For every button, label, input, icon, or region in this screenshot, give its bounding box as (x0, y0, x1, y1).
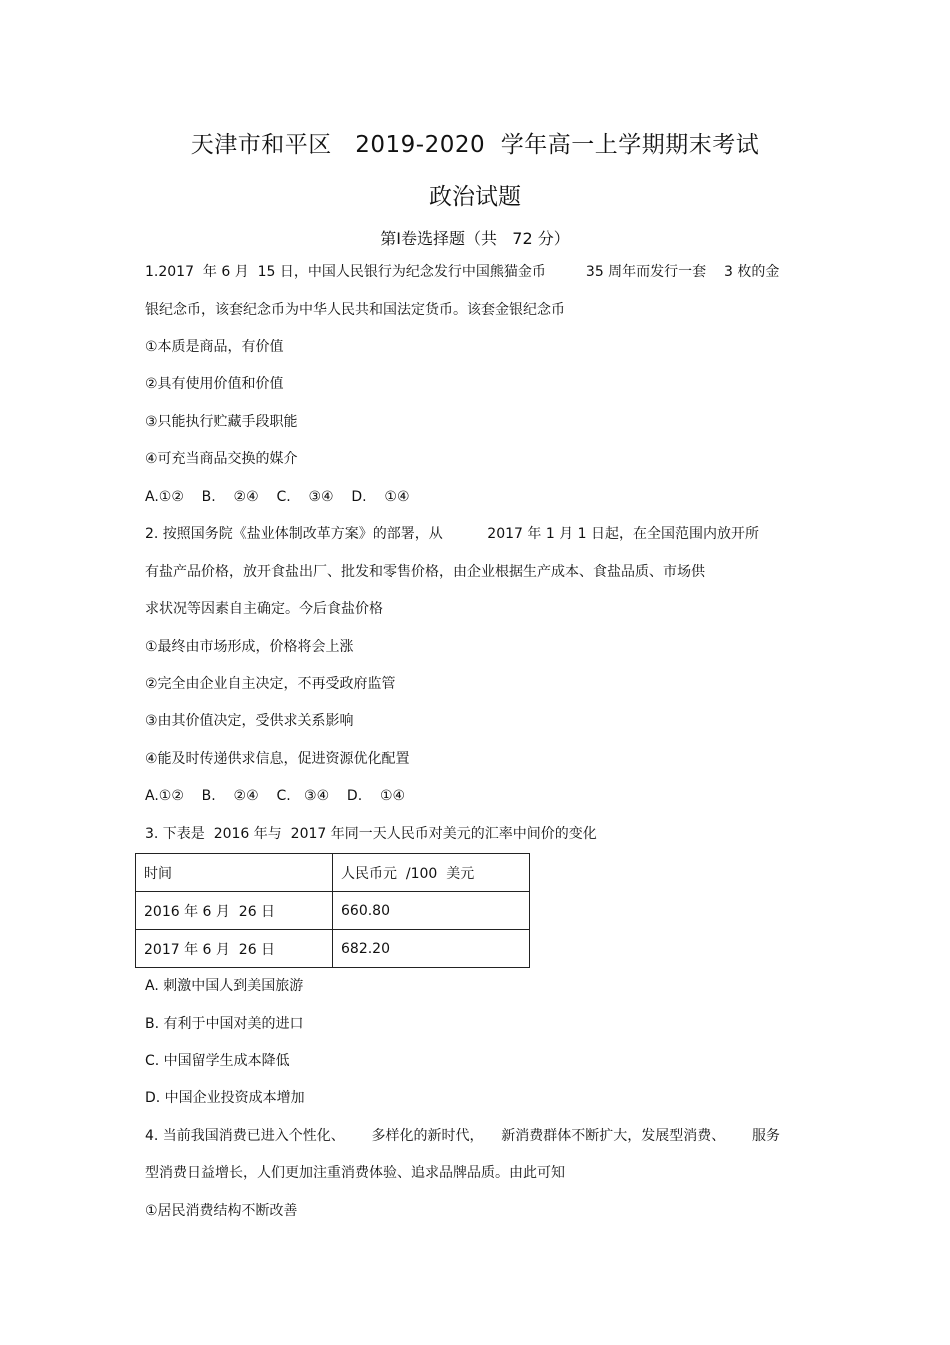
q2-stem-line1: 2. 按照国务院《盐业体制改革方案》的部署，从 2017 年 1 月 1 日起，在全国范围内放开所 (145, 526, 760, 542)
table-row (136, 892, 530, 930)
q1-option-2: ②具有使用价值和价值 (145, 376, 284, 392)
q3-option-d: D. 中国企业投资成本增加 (145, 1090, 305, 1106)
table-header-cell: 人民币元 /100 美元 (333, 854, 530, 892)
q1-option-4: ④可充当商品交换的媒介 (145, 451, 298, 467)
table-cell: 682.20 (333, 930, 530, 968)
q2-option-3: ③由其价值决定，受供求关系影响 (145, 713, 354, 729)
q1-stem-line1: 1.2017 年 6 月 15 日，中国人民银行为纪念发行中国熊猫金币 35 周年而发行一套 3 枚的金 (145, 264, 780, 280)
q2-stem-line3: 求状况等因素自主确定。今后食盐价格 (145, 601, 383, 617)
section-heading: 第Ⅰ卷选择题（共 72 分） (380, 229, 570, 248)
q3-option-c: C. 中国留学生成本降低 (145, 1053, 290, 1069)
q1-choices: A.①② B. ②④ C. ③④ D. ①④ (145, 489, 410, 505)
q4-stem-line2: 型消费日益增长，人们更加注重消费体验、追求品牌品质。由此可知 (145, 1165, 565, 1181)
q3-option-a: A. 刺激中国人到美国旅游 (145, 978, 304, 994)
exchange-rate-table (135, 853, 530, 968)
table-cell: 2016 年 6 月 26 日 (136, 892, 333, 930)
table-cell: 2017 年 6 月 26 日 (136, 930, 333, 968)
q2-stem-line2: 有盐产品价格，放开食盐出厂、批发和零售价格，由企业根据生产成本、食盐品质、市场供 (145, 564, 705, 580)
table-header-row (136, 854, 530, 892)
q4-stem-line1: 4. 当前我国消费已进入个性化、 多样化的新时代， 新消费群体不断扩大，发展型消费、 服务 (145, 1128, 781, 1144)
q2-option-4: ④能及时传递供求信息，促进资源优化配置 (145, 751, 410, 767)
table-row (136, 930, 530, 968)
q3-stem: 3. 下表是 2016 年与 2017 年同一天人民币对美元的汇率中间价的变化 (145, 826, 597, 842)
q2-option-1: ①最终由市场形成，价格将会上涨 (145, 639, 354, 655)
q1-option-1: ①本质是商品，有价值 (145, 339, 284, 355)
q1-option-3: ③只能执行贮藏手段职能 (145, 414, 298, 430)
table-header-cell: 时间 (136, 854, 333, 892)
q4-option-1: ①居民消费结构不断改善 (145, 1203, 298, 1219)
q3-option-b: B. 有利于中国对美的进口 (145, 1016, 304, 1032)
q2-choices: A.①② B. ②④ C. ③④ D. ①④ (145, 788, 406, 804)
table-cell: 660.80 (333, 892, 530, 930)
q2-option-2: ②完全由企业自主决定，不再受政府监管 (145, 676, 396, 692)
q1-stem-line2: 银纪念币，该套纪念币为中华人民共和国法定货币。该套金银纪念币 (145, 302, 565, 318)
exam-title: 天津市和平区 2019-2020 学年高一上学期期末考试 (190, 132, 760, 158)
exam-subtitle: 政治试题 (429, 184, 521, 210)
